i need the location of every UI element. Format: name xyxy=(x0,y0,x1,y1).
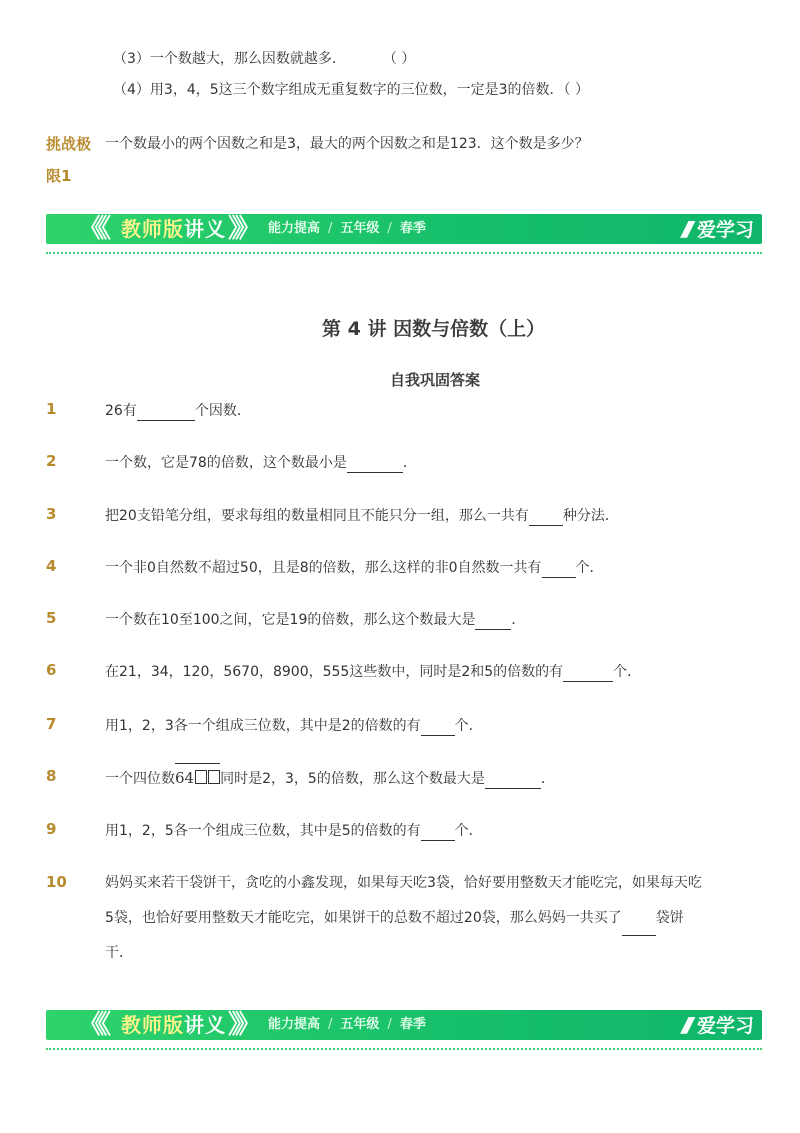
question-number: 7 xyxy=(46,715,57,733)
challenge-label-2: 限1 xyxy=(46,167,72,185)
statement-4: （4）用3，4，5这三个数字组成无重复数字的三位数，一定是3的倍数．（ ） xyxy=(113,82,589,98)
question-10: 妈妈买来若干袋饼干，贪吃的小鑫发现，如果每天吃3袋，恰好要用整数天才能吃完，如果每天吃 5袋，也恰好要用整数天才能吃完，如果饼干的总数不超过20袋，那么妈妈一共买了 袋饼 干． xyxy=(105,875,702,961)
question-number: 9 xyxy=(46,820,57,838)
logo-icon: /// xyxy=(682,217,689,241)
four-digit-number: 64 xyxy=(175,768,220,788)
answer-blank[interactable] xyxy=(347,458,403,473)
answer-blank[interactable] xyxy=(563,667,613,682)
header-banner-bottom xyxy=(46,1010,762,1040)
question-3: 把20支铅笔分组，要求每组的数量相同且不能只分一组，那么一共有 种分法． xyxy=(105,508,619,524)
question-number: 2 xyxy=(46,452,57,470)
challenge-text: 一个数最小的两个因数之和是3，最大的两个因数之和是123．这个数是多少？ xyxy=(105,136,589,152)
answer-blank[interactable] xyxy=(137,406,195,421)
overline xyxy=(175,763,220,764)
lesson-title: 第 4 讲 因数与倍数（上） xyxy=(322,318,546,340)
breadcrumb: 能力提高 / 五年级 / 春季 xyxy=(268,221,426,236)
question-8: 一个四位数 64 同时是2，3，5的倍数，那么这个数最大是 ． xyxy=(105,768,555,789)
chevron-left-icon: 《《 xyxy=(78,214,106,244)
question-1: 26有 个因数． xyxy=(105,403,251,419)
chevron-right-icon: 》》 xyxy=(228,214,256,244)
question-9: 用1，2，5各一个组成三位数，其中是5的倍数的有 个． xyxy=(105,823,483,839)
question-number: 6 xyxy=(46,661,57,679)
question-2: 一个数，它是78的倍数，这个数最小是 ． xyxy=(105,455,417,471)
statement-3: （3）一个数越大，那么因数就越多． （ ） xyxy=(113,51,416,67)
answer-paren-3[interactable]: （ ） xyxy=(389,51,416,67)
brand-logo: /// 爱学习 xyxy=(682,1010,754,1040)
answer-blank[interactable] xyxy=(542,563,576,578)
chevron-left-icon: 《《 xyxy=(78,1010,106,1040)
chevron-right-icon: 》》 xyxy=(228,1010,256,1040)
brand-logo: /// 爱学习 xyxy=(682,214,754,244)
question-number: 3 xyxy=(46,505,57,523)
question-6: 在21，34，120，5670，8900，555这些数中，同时是2和5的倍数的有 个． xyxy=(105,664,642,680)
digit-box[interactable] xyxy=(195,770,207,784)
answer-blank[interactable] xyxy=(622,921,656,936)
challenge-label-1: 挑战极 xyxy=(46,135,92,153)
question-number: 1 xyxy=(46,400,57,418)
breadcrumb: 能力提高 / 五年级 / 春季 xyxy=(268,1017,426,1032)
question-number: 8 xyxy=(46,767,57,785)
answer-blank[interactable] xyxy=(475,615,511,630)
question-5: 一个数在10至100之间，它是19的倍数，那么这个数最大是 ． xyxy=(105,612,526,628)
dotted-divider xyxy=(46,1048,762,1050)
answer-blank[interactable] xyxy=(485,774,541,789)
header-banner-top xyxy=(46,214,762,244)
question-number: 4 xyxy=(46,557,57,575)
answer-blank[interactable] xyxy=(529,511,563,526)
logo-icon: /// xyxy=(682,1013,689,1037)
answer-blank[interactable] xyxy=(421,721,455,736)
question-number: 10 xyxy=(46,873,67,891)
banner-title: 教师版讲义 xyxy=(121,217,226,241)
question-number: 5 xyxy=(46,609,57,627)
banner-title: 教师版讲义 xyxy=(121,1013,226,1037)
question-4: 一个非0自然数不超过50，且是8的倍数，那么这样的非0自然数一共有 个． xyxy=(105,560,604,576)
digit-box[interactable] xyxy=(208,770,220,784)
question-7: 用1，2，3各一个组成三位数，其中是2的倍数的有 个． xyxy=(105,718,483,734)
section-subtitle: 自我巩固答案 xyxy=(390,371,481,389)
answer-blank[interactable] xyxy=(421,826,455,841)
dotted-divider xyxy=(46,252,762,254)
